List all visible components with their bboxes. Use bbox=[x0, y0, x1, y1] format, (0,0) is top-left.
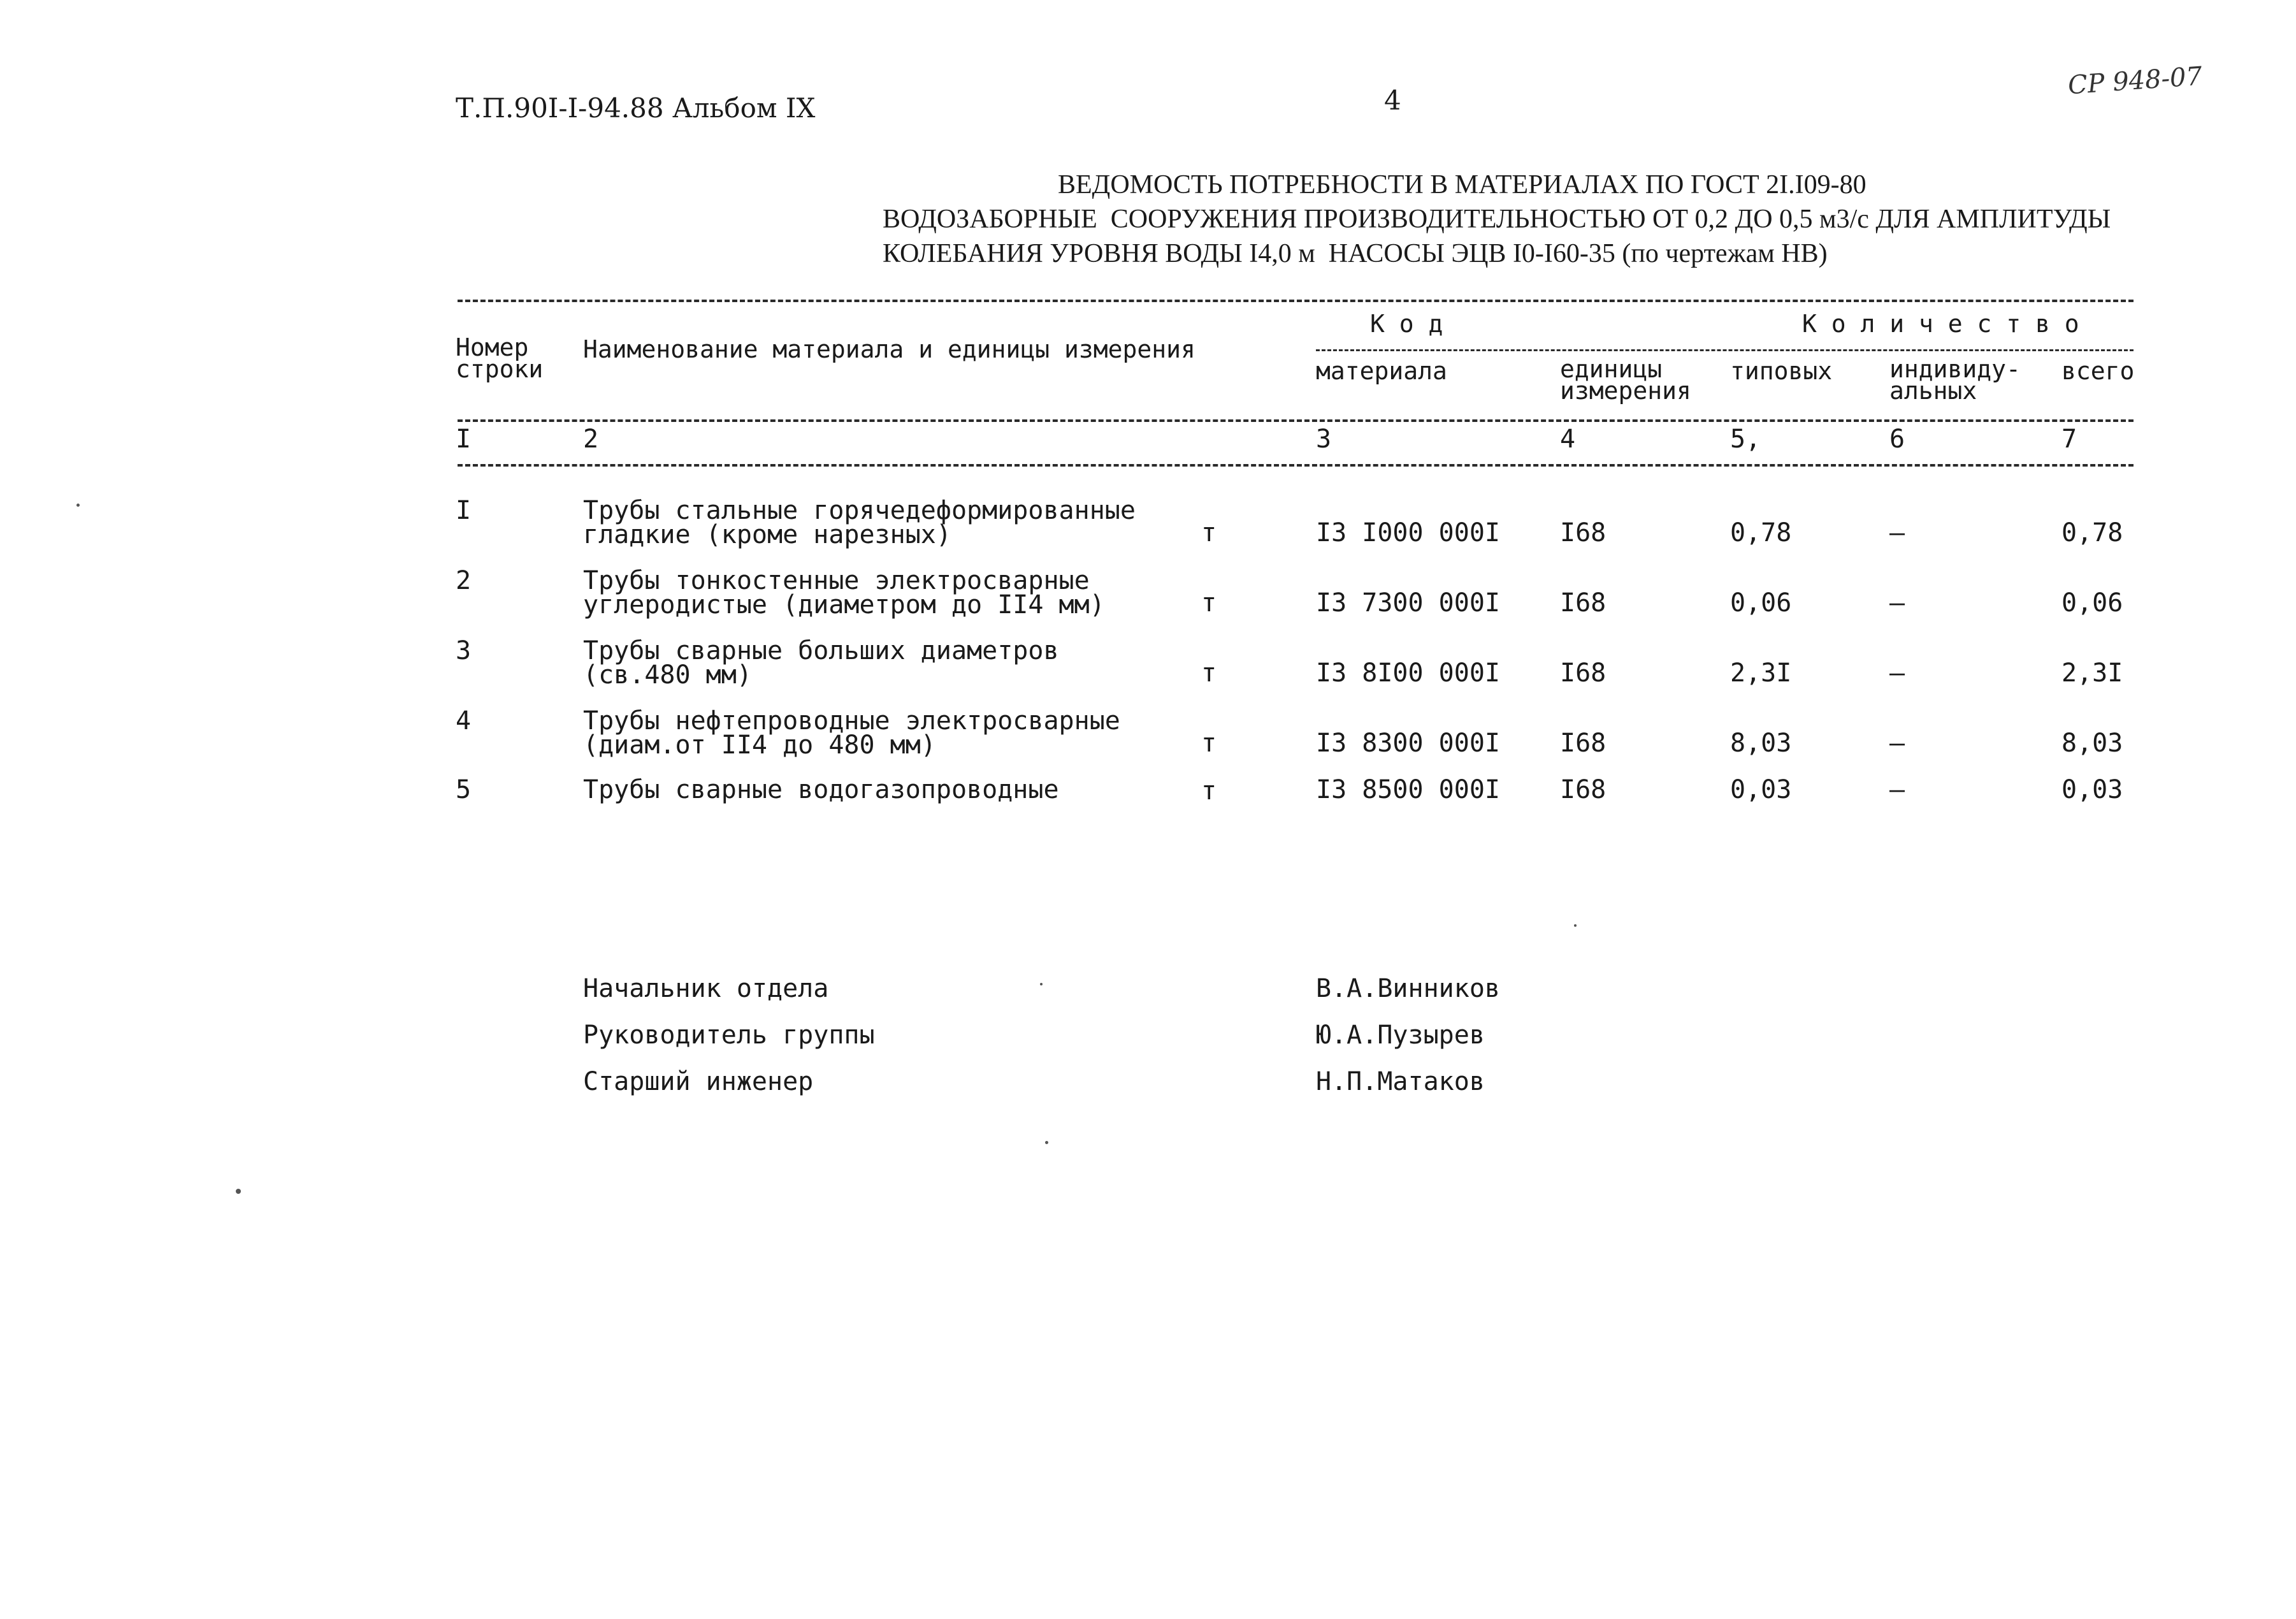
qty-typical: 0,06 bbox=[1730, 588, 1792, 618]
column-number: 2 bbox=[583, 425, 599, 454]
unit-code: I68 bbox=[1560, 658, 1606, 688]
material-code: I3 7300 000I bbox=[1316, 588, 1500, 618]
qty-typical: 0,03 bbox=[1730, 775, 1792, 804]
title-line-3: КОЛЕБАНИЯ УРОВНЯ ВОДЫ I4,0 м НАСОСЫ ЭЦВ I0-I60-35 (по чертежам НВ) bbox=[883, 239, 1828, 268]
column-number: 4 bbox=[1560, 425, 1576, 454]
page-number: 4 bbox=[1384, 85, 1401, 116]
scan-speck bbox=[1574, 924, 1577, 927]
header-bottom-rule bbox=[458, 419, 2134, 422]
header-quantity-group: К о л и ч е с т в о bbox=[1802, 310, 2079, 338]
column-number: 7 bbox=[2061, 425, 2077, 454]
qty-individual: – bbox=[1889, 518, 1905, 548]
unit: т bbox=[1201, 518, 1217, 548]
title-line-1: ВЕДОМОСТЬ ПОТРЕБНОСТИ В МАТЕРИАЛАХ ПО ГОСТ 2I.I09-80 bbox=[1058, 170, 1866, 200]
qty-typical: 2,3I bbox=[1730, 658, 1792, 688]
unit-code: I68 bbox=[1560, 588, 1606, 618]
unit: т bbox=[1201, 776, 1217, 806]
unit: т bbox=[1201, 729, 1217, 758]
qty-individual: – bbox=[1889, 588, 1905, 618]
material-name: Трубы стальные горячедеформированные гладкие (кроме нарезных) bbox=[583, 496, 1136, 549]
unit-code: I68 bbox=[1560, 729, 1606, 758]
material-name: Трубы сварные больших диаметров (св.480 мм) bbox=[583, 636, 1059, 690]
column-number: 3 bbox=[1316, 425, 1332, 454]
qty-total: 0,78 bbox=[2061, 518, 2123, 548]
row-number: I bbox=[456, 496, 472, 525]
column-number: I bbox=[456, 425, 472, 454]
qty-typical: 0,78 bbox=[1730, 518, 1792, 548]
material-name: Трубы нефтепроводные электросварные (диам.от II4 до 480 мм) bbox=[583, 706, 1120, 760]
header-code-material: материала bbox=[1316, 357, 1447, 385]
header-row-number: Номер строки bbox=[456, 333, 544, 383]
qty-individual: – bbox=[1889, 775, 1905, 804]
material-code: I3 8300 000I bbox=[1316, 729, 1500, 758]
unit: т bbox=[1201, 658, 1217, 688]
qty-total: 0,03 bbox=[2061, 775, 2123, 804]
signature-name: Ю.А.Пузырев bbox=[1316, 1020, 1485, 1050]
unit-code: I68 bbox=[1560, 775, 1606, 804]
header-qty-total: всего bbox=[2061, 357, 2135, 385]
row-number: 2 bbox=[456, 566, 472, 595]
unit-code: I68 bbox=[1560, 518, 1606, 548]
row-number: 4 bbox=[456, 706, 472, 736]
row-number: 5 bbox=[456, 775, 472, 804]
scan-speck bbox=[1045, 1141, 1048, 1144]
material-code: I3 8500 000I bbox=[1316, 775, 1500, 804]
header-qty-individual: индивиду- альных bbox=[1889, 355, 2021, 405]
header-name: Наименование материала и единицы измерения bbox=[583, 335, 1195, 363]
qty-individual: – bbox=[1889, 658, 1905, 688]
title-line-2: ВОДОЗАБОРНЫЕ СООРУЖЕНИЯ ПРОИЗВОДИТЕЛЬНОСТЬЮ ОТ 0,2 ДО 0,5 м3/с ДЛЯ АМПЛИТУДЫ bbox=[883, 205, 2111, 234]
header-code-group: К о д bbox=[1370, 310, 1443, 338]
scan-speck bbox=[236, 1189, 241, 1194]
signature-role: Начальник отдела bbox=[583, 974, 829, 1003]
signature-role: Старший инженер bbox=[583, 1067, 814, 1096]
unit: т bbox=[1201, 588, 1217, 618]
material-name: Трубы тонкостенные электросварные углеродистые (диаметром до II4 мм) bbox=[583, 566, 1105, 620]
header-code-unit: единицы измерения bbox=[1560, 355, 1691, 405]
qty-total: 2,3I bbox=[2061, 658, 2123, 688]
signature-role: Руководитель группы bbox=[583, 1020, 875, 1050]
signature-name: Н.П.Матаков bbox=[1316, 1067, 1485, 1096]
document-reference: Т.П.90I-I-94.88 Альбом IX bbox=[456, 92, 816, 124]
scan-speck bbox=[76, 504, 80, 507]
material-code: I3 I000 000I bbox=[1316, 518, 1500, 548]
qty-typical: 8,03 bbox=[1730, 729, 1792, 758]
table-top-rule bbox=[458, 300, 2134, 302]
material-name: Трубы сварные водогазопроводные bbox=[583, 775, 1059, 804]
qty-individual: – bbox=[1889, 729, 1905, 758]
scan-speck bbox=[1040, 983, 1043, 985]
column-numbers-rule bbox=[458, 464, 2134, 467]
qty-total: 0,06 bbox=[2061, 588, 2123, 618]
archive-stamp: СР 948-07 bbox=[2067, 61, 2204, 101]
signature-name: В.А.Винников bbox=[1316, 974, 1500, 1003]
qty-total: 8,03 bbox=[2061, 729, 2123, 758]
header-sub-rule bbox=[1316, 349, 2134, 351]
column-number: 6 bbox=[1889, 425, 1905, 454]
material-code: I3 8I00 000I bbox=[1316, 658, 1500, 688]
row-number: 3 bbox=[456, 636, 472, 665]
header-qty-typical: типовых bbox=[1730, 357, 1833, 385]
column-number: 5, bbox=[1730, 425, 1761, 454]
